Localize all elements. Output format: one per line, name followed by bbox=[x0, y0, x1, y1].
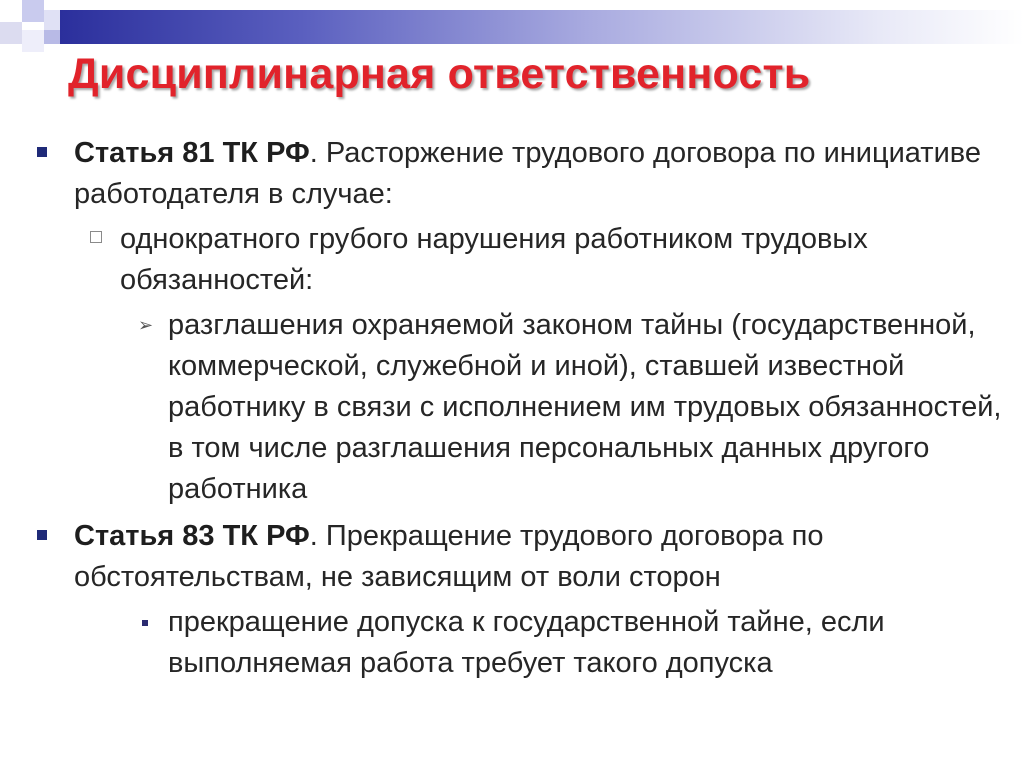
bullet-item-article-81 bbox=[30, 133, 1015, 215]
article-label: Статья 81 ТК РФ bbox=[74, 137, 310, 169]
sub-bullet-item bbox=[30, 219, 1015, 301]
bullet-text: прекращение допуска к государственной тайне, если выполняемая работа требует такого допуска bbox=[168, 606, 885, 679]
bullet-text: однократного грубого нарушения работником трудовых обязанностей: bbox=[120, 223, 868, 296]
article-label: Статья 83 ТК РФ bbox=[74, 520, 310, 552]
bullet-text: . Расторжение трудового договора по инициативе работодателя в случае: bbox=[74, 137, 981, 210]
decor-square bbox=[22, 0, 44, 22]
decor-square bbox=[0, 22, 22, 44]
square-bullet-icon bbox=[37, 147, 47, 157]
decor-square bbox=[22, 30, 44, 52]
slide-title: Дисциплинарная ответственность bbox=[68, 50, 811, 98]
decorative-header-band bbox=[0, 0, 1024, 52]
hollow-square-bullet-icon bbox=[90, 231, 102, 243]
decor-square bbox=[44, 30, 60, 44]
small-square-bullet-icon bbox=[142, 620, 148, 626]
bullet-text: разглашения охраняемой законом тайны (государственной, коммерческой, служебной и иной), ставшей известной работнику в связи с исполнением им трудовых обязанностей, в том числе разглашения персональных данных другого работника bbox=[168, 309, 1002, 505]
arrowhead-bullet-icon: ➢ bbox=[138, 315, 154, 335]
gradient-bar bbox=[60, 10, 1024, 44]
bullet-item-article-83 bbox=[30, 516, 1015, 598]
sub-sub-bullet-item bbox=[30, 305, 1015, 510]
sub-sub-bullet-item bbox=[30, 602, 1015, 684]
square-bullet-icon bbox=[37, 530, 47, 540]
slide-body bbox=[30, 133, 1015, 684]
bullet-text: . Прекращение трудового договора по обстоятельствам, не зависящим от воли сторон bbox=[74, 520, 824, 593]
